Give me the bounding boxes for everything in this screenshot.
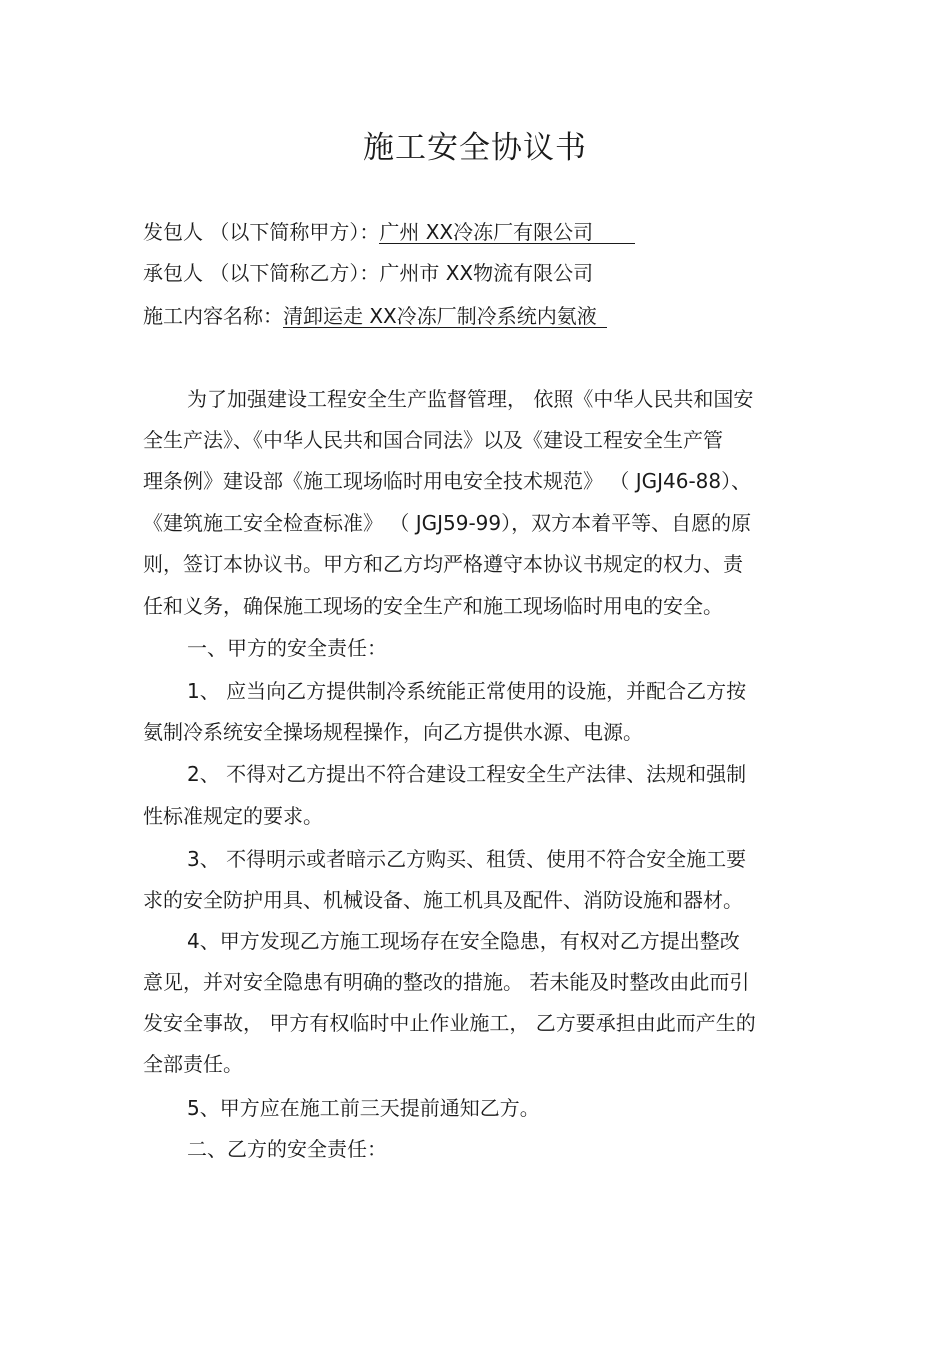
document-title: 施工安全协议书 [363,130,587,166]
body-line: 《建筑施工安全检查标准》 （ JGJ59-99），双方本着平等、自愿的原 [143,511,752,535]
section-heading: 一、甲方的安全责任： [187,636,387,660]
body-line: 任和义务，确保施工现场的安全生产和施工现场临时用电的安全。 [143,594,723,618]
body-line: 求的安全防护用具、机械设备、施工机具及配件、消防设施和器材。 [143,888,743,912]
body-line: 理条例》建设部《施工现场临时用电安全技术规范》 （ JGJ46-88）、 [143,469,752,493]
body-line: 性标准规定的要求。 [143,804,323,828]
body-line: 全生产法》、《中华人民共和国合同法》以及《建设工程安全生产管 [143,428,723,452]
party-a-label: 发包人 （以下简称甲方）： [143,220,380,244]
body-line: 4、甲方发现乙方施工现场存在安全隐患，有权对乙方提出整改 [187,929,740,953]
body-line: 5、甲方应在施工前三天提前通知乙方。 [187,1096,540,1120]
party-a-line [143,219,635,245]
content-line [143,303,607,329]
body-line: 则，签订本协议书。甲方和乙方均严格遵守本协议书规定的权力、责 [143,552,743,576]
body-line: 1、 应当向乙方提供制冷系统能正常使用的设施，并配合乙方按 [187,679,747,703]
body-line: 3、 不得明示或者暗示乙方购买、租赁、使用不符合安全施工要 [187,847,747,871]
party-a-value: 广州 XX冷冻厂有限公司 [379,221,635,244]
content-value: 清卸运走 XX冷冻厂制冷系统内氨液 [283,305,607,328]
party-b-line [143,260,593,286]
body-line: 意见，并对安全隐患有明确的整改的措施。 若未能及时整改由此而引 [143,970,750,994]
body-line: 2、 不得对乙方提出不符合建设工程安全生产法律、法规和强制 [187,762,747,786]
content-label: 施工内容名称： [143,304,283,328]
body-line: 为了加强建设工程安全生产监督管理， 依照《中华人民共和国安 [187,387,754,411]
body-line: 发安全事故， 甲方有权临时中止作业施工， 乙方要承担由此而产生的 [143,1011,756,1035]
party-b-value: 广州市 XX物流有限公司 [379,261,594,285]
party-b-label: 承包人 （以下简称乙方）： [143,261,380,285]
body-line: 全部责任。 [143,1052,243,1076]
section-heading: 二、乙方的安全责任： [187,1137,387,1161]
body-line: 氨制冷系统安全操场规程操作，向乙方提供水源、电源。 [143,720,643,744]
